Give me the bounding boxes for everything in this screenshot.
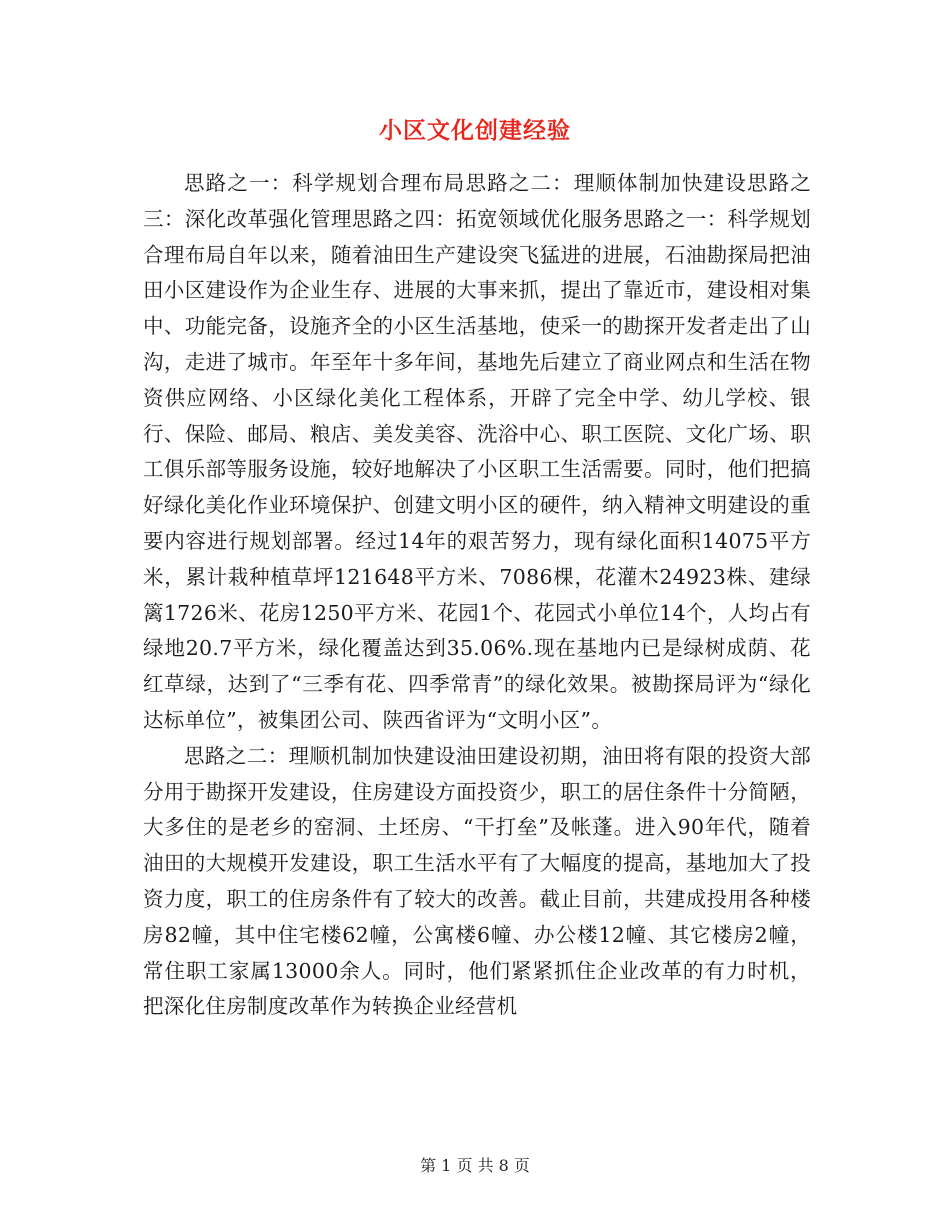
page-number-footer: 第 1 页 共 8 页: [420, 1156, 530, 1175]
paragraph: 思路之二：理顺机制加快建设油田建设初期，油田将有限的投资大部分用于勘探开发建设，住房建设方面投资少，职工的居住条件十分简陋，大多住的是老乡的窑洞、土坯房、“干打垒”及帐蓬。进入90年代，随着油田的大规模开发建设，职工生活水平有了大幅度的提高，基地加大了投资力度，职工的住房条件有了较大的改善。截止目前，共建成投用各种楼房82幢，其中住宅楼62幢，公寓楼6幢、办公楼12幢、其它楼房2幢，常住职工家属13000余人。同时，他们紧紧抓住企业改革的有力时机，把深化住房制度改革作为转换企业经营机: [143, 743, 811, 1019]
document-title: 小区文化创建经验: [379, 118, 571, 144]
document-body: [143, 166, 811, 1025]
paragraph: 思路之一：科学规划合理布局思路之二：理顺体制加快建设思路之三：深化改革强化管理思路之四：拓宽领域优化服务思路之一：科学规划合理布局自年以来，随着油田生产建设突飞猛进的进展，石油勘探局把油田小区建设作为企业生存、进展的大事来抓，提出了靠近市，建设相对集中、功能完备，设施齐全的小区生活基地，使采一的勘探开发者走出了山沟，走进了城市。年至年十多年间，基地先后建立了商业网点和生活在物资供应网络、小区绿化美化工程体系，开辟了完全中学、幼儿学校、银行、保险、邮局、粮店、美发美容、洗浴中心、职工医院、文化广场、职工俱乐部等服务设施，较好地解决了小区职工生活需要。同时，他们把搞好绿化美化作业环境保护、创建文明小区的硬件，纳入精神文明建设的重要内容进行规划部署。经过14年的艰苦努力，现有绿化面积14075平方米，累计栽种植草坪121648平方米、7086棵，花灌木24923株、建绿篱1726米、花房1250平方米、花园1个、花园式小单位14个，人均占有绿地20.7平方米，绿化覆盖达到35.06%.现在基地内已是绿树成荫、花红草绿，达到了“三季有花、四季常青”的绿化效果。被勘探局评为“绿化达标单位”，被集团公司、陕西省评为“文明小区”。: [143, 171, 811, 732]
